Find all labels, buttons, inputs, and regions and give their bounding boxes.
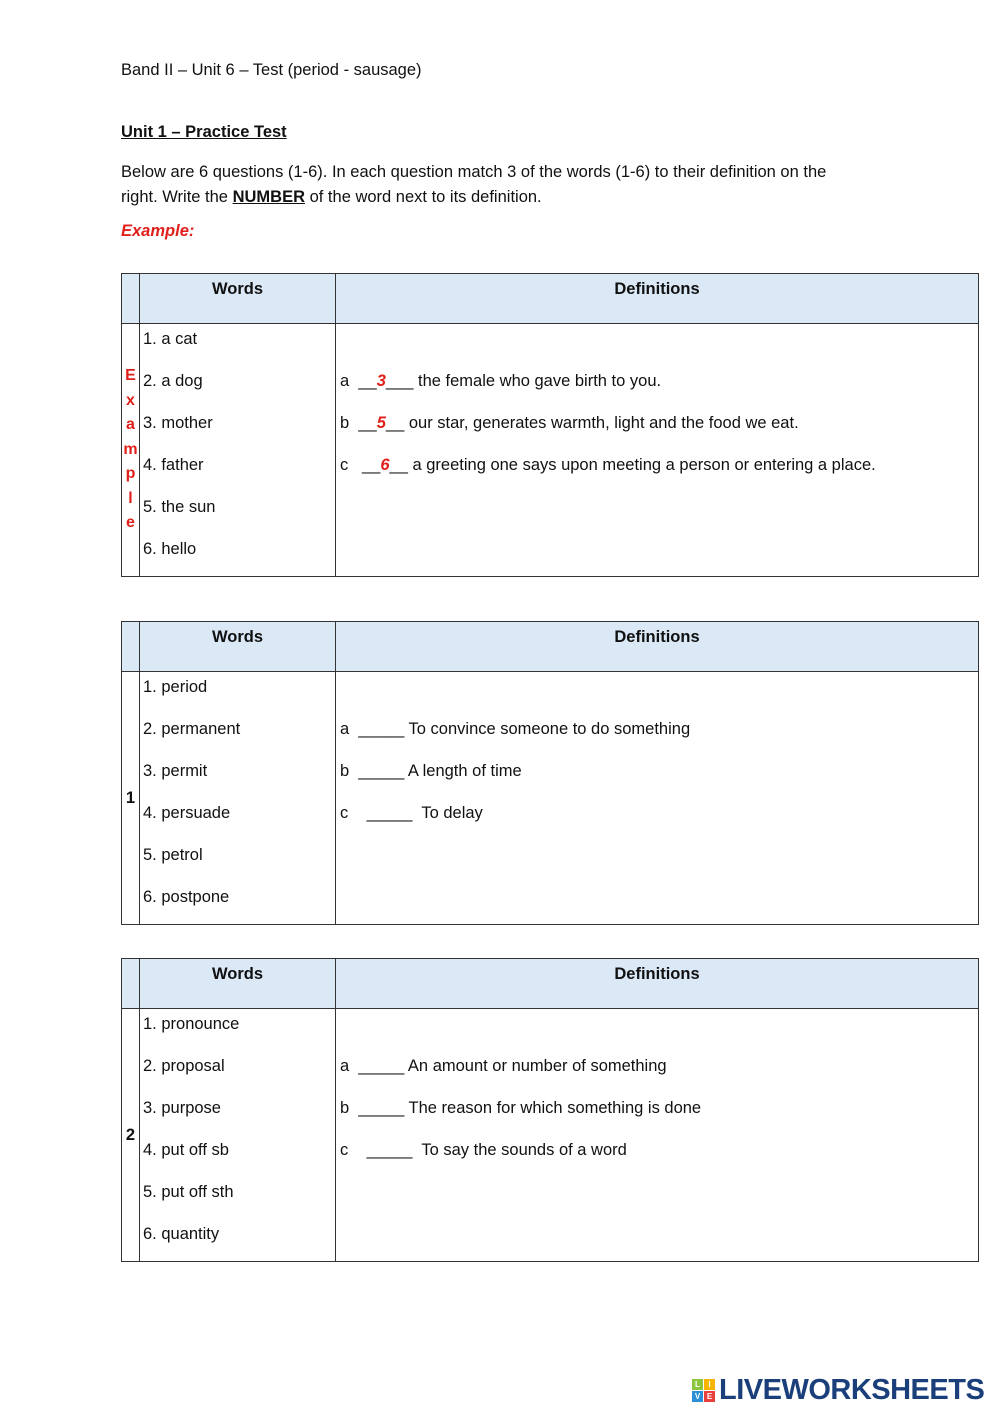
- blank-lead: __: [348, 456, 381, 474]
- words-cell: [140, 672, 336, 925]
- definition-item: [336, 756, 978, 798]
- blank-lead: __: [349, 414, 377, 432]
- blank-lead: __: [349, 372, 377, 390]
- definition-item: [336, 1135, 978, 1177]
- instructions: [121, 160, 861, 209]
- blank-lead: [349, 1057, 358, 1075]
- word-item: 4. persuade: [143, 804, 231, 822]
- question-table-2: [121, 958, 979, 1262]
- answer-blank[interactable]: _____: [358, 1057, 405, 1075]
- corner-cell: [122, 274, 140, 324]
- question-label: [122, 672, 140, 925]
- liveworksheets-logo: [692, 1374, 984, 1407]
- blank-lead: [349, 720, 358, 738]
- question-label: [122, 1009, 140, 1262]
- label-letter: x: [126, 391, 135, 409]
- logo-tile: V: [692, 1391, 703, 1402]
- logo-text: LIVEWORKSHEETS: [719, 1374, 985, 1406]
- logo-tile: L: [692, 1379, 703, 1390]
- definition-text: To convince someone to do something: [404, 720, 691, 738]
- instructions-emphasis: NUMBER: [232, 187, 305, 206]
- label-letter: p: [125, 465, 136, 483]
- word-item: 1. pronounce: [143, 1015, 240, 1033]
- answer-blank: 6: [380, 456, 390, 474]
- definition-text: A length of time: [404, 762, 522, 780]
- answer-blank[interactable]: _____: [358, 1099, 405, 1117]
- instructions-text-end: of the word next to its definition.: [305, 187, 542, 206]
- word-item: 6. postpone: [143, 888, 230, 906]
- definition-item: [336, 1051, 978, 1093]
- word-item: 6. quantity: [143, 1225, 220, 1243]
- section-title: Unit 1 – Practice Test: [121, 123, 287, 141]
- word-item: 3. mother: [143, 414, 213, 432]
- document-title: Band II – Unit 6 – Test (period - sausage): [121, 61, 422, 79]
- definition-letter: c: [340, 456, 349, 474]
- label-letter: e: [126, 514, 135, 532]
- logo-tile: I: [704, 1379, 715, 1390]
- words-header: Words: [140, 274, 336, 324]
- definitions-header: Definitions: [336, 622, 979, 672]
- word-item: 5. petrol: [143, 846, 203, 864]
- definition-letter: b: [340, 414, 350, 432]
- blank-lead: [349, 762, 358, 780]
- definition-letter: c: [340, 1141, 349, 1159]
- definitions-cell: [336, 672, 979, 925]
- answer-blank: 5: [376, 414, 386, 432]
- definition-text: To delay: [412, 804, 483, 822]
- blank-lead: [348, 1141, 366, 1159]
- question-table-1: [121, 621, 979, 925]
- blank-lead: [348, 804, 366, 822]
- word-item: 2. permanent: [143, 720, 241, 738]
- words-header: Words: [140, 959, 336, 1009]
- logo-tiles-icon: [692, 1379, 715, 1402]
- definition-letter: c: [340, 804, 349, 822]
- word-item: 3. permit: [143, 762, 208, 780]
- word-item: 4. father: [143, 456, 204, 474]
- definitions-cell: [336, 1009, 979, 1262]
- definition-text: An amount or number of something: [404, 1057, 667, 1075]
- corner-cell: [122, 959, 140, 1009]
- answer-blank: 3: [376, 372, 386, 390]
- definitions-header: Definitions: [336, 274, 979, 324]
- word-item: 2. a dog: [143, 372, 203, 390]
- definition-text: __ a greeting one says upon meeting a person or entering a place.: [389, 456, 876, 474]
- definition-text: ___ the female who gave birth to you.: [385, 372, 662, 390]
- definition-item: [336, 450, 978, 492]
- definition-letter: a: [340, 372, 350, 390]
- definition-item: [336, 408, 978, 450]
- definition-item: [336, 1093, 978, 1135]
- label-letter: l: [128, 489, 133, 507]
- definition-text: __ our star, generates warmth, light and the food we eat.: [385, 414, 799, 432]
- answer-blank[interactable]: _____: [358, 762, 405, 780]
- answer-blank[interactable]: _____: [358, 720, 405, 738]
- word-item: 5. the sun: [143, 498, 216, 516]
- definition-letter: b: [340, 1099, 350, 1117]
- label-letter: m: [123, 440, 138, 458]
- definition-item: [336, 798, 978, 840]
- word-item: 3. purpose: [143, 1099, 221, 1117]
- definition-item: [336, 714, 978, 756]
- words-cell: [140, 1009, 336, 1262]
- instructions-text: Below are 6 questions (1-6). In each question match 3 of the words (1-6) to their definition on the right. Write the: [121, 163, 827, 206]
- word-item: 1. a cat: [143, 330, 198, 348]
- definition-letter: a: [340, 720, 350, 738]
- definition-text: To say the sounds of a word: [412, 1141, 627, 1159]
- definition-item: [336, 366, 978, 408]
- example-label: Example:: [121, 222, 195, 240]
- answer-blank[interactable]: _____: [366, 1141, 413, 1159]
- question-number: 2: [125, 1125, 136, 1144]
- words-header: Words: [140, 622, 336, 672]
- answer-blank[interactable]: _____: [366, 804, 413, 822]
- corner-cell: [122, 622, 140, 672]
- word-item: 4. put off sb: [143, 1141, 229, 1159]
- label-letter: a: [126, 416, 135, 434]
- label-letter: E: [125, 367, 136, 385]
- question-label: [122, 324, 140, 577]
- example-table: [121, 273, 979, 577]
- question-number: 1: [125, 788, 136, 807]
- definitions-cell: [336, 324, 979, 577]
- word-item: 6. hello: [143, 540, 197, 558]
- logo-tile: E: [704, 1391, 715, 1402]
- definition-letter: a: [340, 1057, 350, 1075]
- words-cell: [140, 324, 336, 577]
- definition-letter: b: [340, 762, 350, 780]
- word-item: 5. put off sth: [143, 1183, 234, 1201]
- blank-lead: [349, 1099, 358, 1117]
- word-item: 2. proposal: [143, 1057, 225, 1075]
- definition-text: The reason for which something is done: [404, 1099, 702, 1117]
- word-item: 1. period: [143, 678, 208, 696]
- definitions-header: Definitions: [336, 959, 979, 1009]
